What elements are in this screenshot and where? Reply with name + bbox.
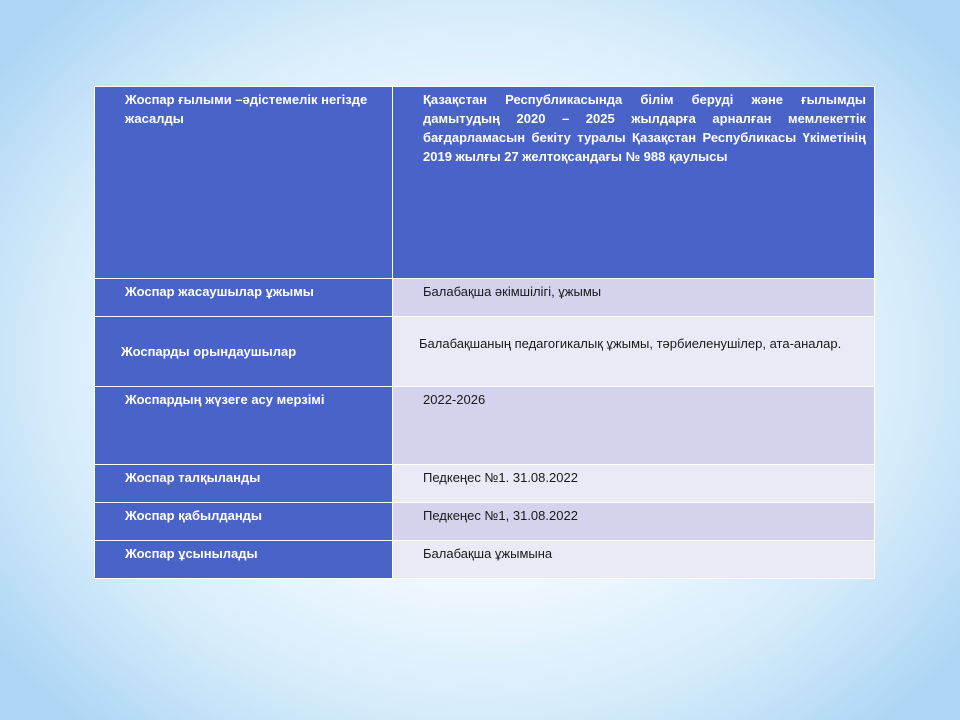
plan-info-table — [94, 86, 875, 579]
table-row — [95, 87, 875, 279]
row-value: Педкеңес №1. 31.08.2022 — [393, 465, 875, 503]
row-value: Балабақша әкімшілігі, ұжымы — [393, 279, 875, 317]
row-value: Қазақстан Республикасында білім беруді және ғылымды дамытудың 2020 – 2025 жылдарға арналған мемлекеттік бағдарламасын бекіту туралы Қазақстан Республикасы Үкіметінің 2019 жылғы 27 желтоқсандағы № 988 қаулысы — [393, 87, 875, 279]
row-label: Жоспар ұсынылады — [95, 541, 393, 579]
table-row — [95, 317, 875, 387]
row-value: Балабақшаның педагогикалық ұжымы, тәрбиеленушілер, ата-аналар. — [393, 317, 875, 387]
row-value: 2022-2026 — [393, 387, 875, 465]
table-row — [95, 279, 875, 317]
row-value: Балабақша ұжымына — [393, 541, 875, 579]
row-label: Жоспар жасаушылар ұжымы — [95, 279, 393, 317]
table-row — [95, 541, 875, 579]
table-row — [95, 465, 875, 503]
table-row — [95, 503, 875, 541]
row-label: Жоспардың жүзеге асу мерзімі — [95, 387, 393, 465]
row-label: Жоспар талқыланды — [95, 465, 393, 503]
row-label: Жоспар ғылыми –әдістемелік негізде жасалды — [95, 87, 393, 279]
row-label: Жоспар қабылданды — [95, 503, 393, 541]
table-row — [95, 387, 875, 465]
row-value: Педкеңес №1, 31.08.2022 — [393, 503, 875, 541]
row-label: Жоспарды орындаушылар — [95, 317, 393, 387]
